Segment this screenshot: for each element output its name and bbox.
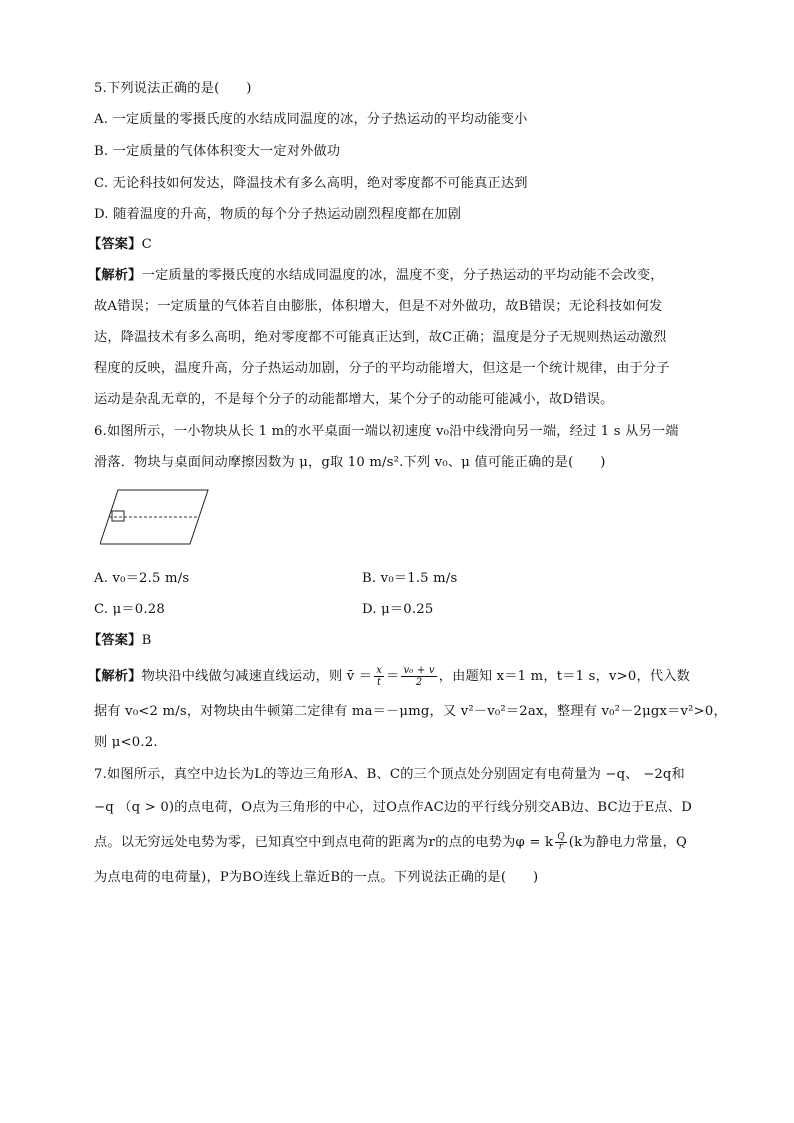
q6-option-a: A. v₀＝2.5 m/s: [94, 571, 190, 586]
q6-option-c: C. μ＝0.28: [94, 602, 165, 617]
q5-analysis-line-5: 运动是杂乱无章的，不是每个分子的动能都增大，某个分子的动能可能减小，故D错误。: [94, 392, 614, 407]
answer-label: 【答案】: [88, 633, 142, 648]
q7-line-3-text-b: (k为静电力常量，Q: [568, 835, 688, 850]
q6-stem-line-2: 滑落．物块与桌面间动摩擦因数为 μ，g取 10 m/s².下列 v₀、μ 值可能正确的是( ): [94, 455, 606, 470]
q5-analysis-line-3: 达，降温技术有多么高明，绝对零度都不可能真正达到，故C正确；温度是分子无规则热运动激烈: [94, 330, 667, 345]
analysis-text-a: 物块沿中线做匀减速直线运动，则 v̄ ＝: [141, 669, 373, 684]
q6-analysis-line-2: 据有 v₀<2 m/s，对物块由牛顿第二定律有 ma＝－μmg，又 v²－v₀²＝2ax，整理有 v₀²－2μgx＝v²>0，: [94, 704, 727, 719]
q6-analysis-line-1: [88, 664, 690, 690]
q6-analysis-line-3: 则 μ<0.2.: [94, 735, 158, 750]
q7-line-1: 7.如图所示，真空中边长为L的等边三角形A、B、C的三个顶点处分别固定有电荷量为 −q、 −2q和: [94, 767, 685, 782]
q5-stem: 5.下列说法正确的是( ): [94, 81, 252, 96]
q5-option-b: B. 一定质量的气体体积变大一定对外做功: [94, 144, 341, 159]
analysis-text-b: ＝: [386, 669, 400, 684]
analysis-label: 【解析】: [88, 268, 142, 283]
answer-value: B: [141, 633, 152, 648]
q6-stem-line-1: 6.如图所示，一小物块从长 1 m的水平桌面一端以初速度 v₀沿中线滑向另一端，经过 1 s 从另一端: [94, 424, 679, 439]
q7-line-3-text-a: 点。以无穷远处电势为零，已知真空中到点电荷的距离为r的点的电势为φ = k: [94, 835, 554, 850]
q5-analysis-line-1: [88, 266, 664, 286]
fraction-x-over-t: $\frac{x}{t}$: [376, 665, 383, 688]
analysis-label: 【解析】: [88, 669, 142, 684]
answer-value: C: [141, 237, 152, 252]
q7-line-2: −q （q > 0)的点电荷，O点为三角形的中心，过O点作AC边的平行线分别交AB边、BC边于E点、D: [94, 800, 692, 815]
q5-analysis-line-4: 程度的反映，温度升高，分子热运动加剧，分子的平均动能增大，但这是一个统计规律，由于分子: [94, 361, 670, 376]
q6-option-b: B. v₀＝1.5 m/s: [362, 571, 458, 586]
q5-analysis-line-2: 故A错误；一定质量的气体若自由膨胀，体积增大，但是不对外做功，故B错误；无论科技如何发: [94, 299, 663, 314]
fraction-q-over-r: $\frac{Q}{r}$: [557, 832, 565, 852]
block: [112, 511, 124, 521]
analysis-text-c: ，由题知 x＝1 m，t＝1 s，v>0，代入数: [438, 669, 690, 684]
fraction-average-velocity: $\frac{\text{v₀ + v}}{2}$: [403, 665, 435, 688]
q5-answer: [88, 235, 152, 255]
answer-label: 【答案】: [88, 237, 142, 252]
table-surface-figure: [100, 488, 212, 546]
q5-option-a: A. 一定质量的零摄氏度的水结成同温度的冰，分子热运动的平均动能变小: [94, 112, 528, 127]
q7-line-4: 为点电荷的电荷量)，P为BO连线上靠近B的一点。下列说法正确的是( ): [94, 870, 539, 885]
q6-answer: [88, 631, 151, 651]
q5-option-c: C. 无论科技如何发达，降温技术有多么高明，绝对零度都不可能真正达到: [94, 176, 528, 191]
q5-option-d: D. 随着温度的升高，物质的每个分子热运动剧烈程度都在加剧: [94, 207, 462, 222]
q6-option-d: D. μ＝0.25: [362, 602, 434, 617]
q7-line-3: [94, 831, 687, 855]
analysis-text: 一定质量的零摄氏度的水结成同温度的冰，温度不变，分子热运动的平均动能不会改变，: [141, 268, 664, 283]
